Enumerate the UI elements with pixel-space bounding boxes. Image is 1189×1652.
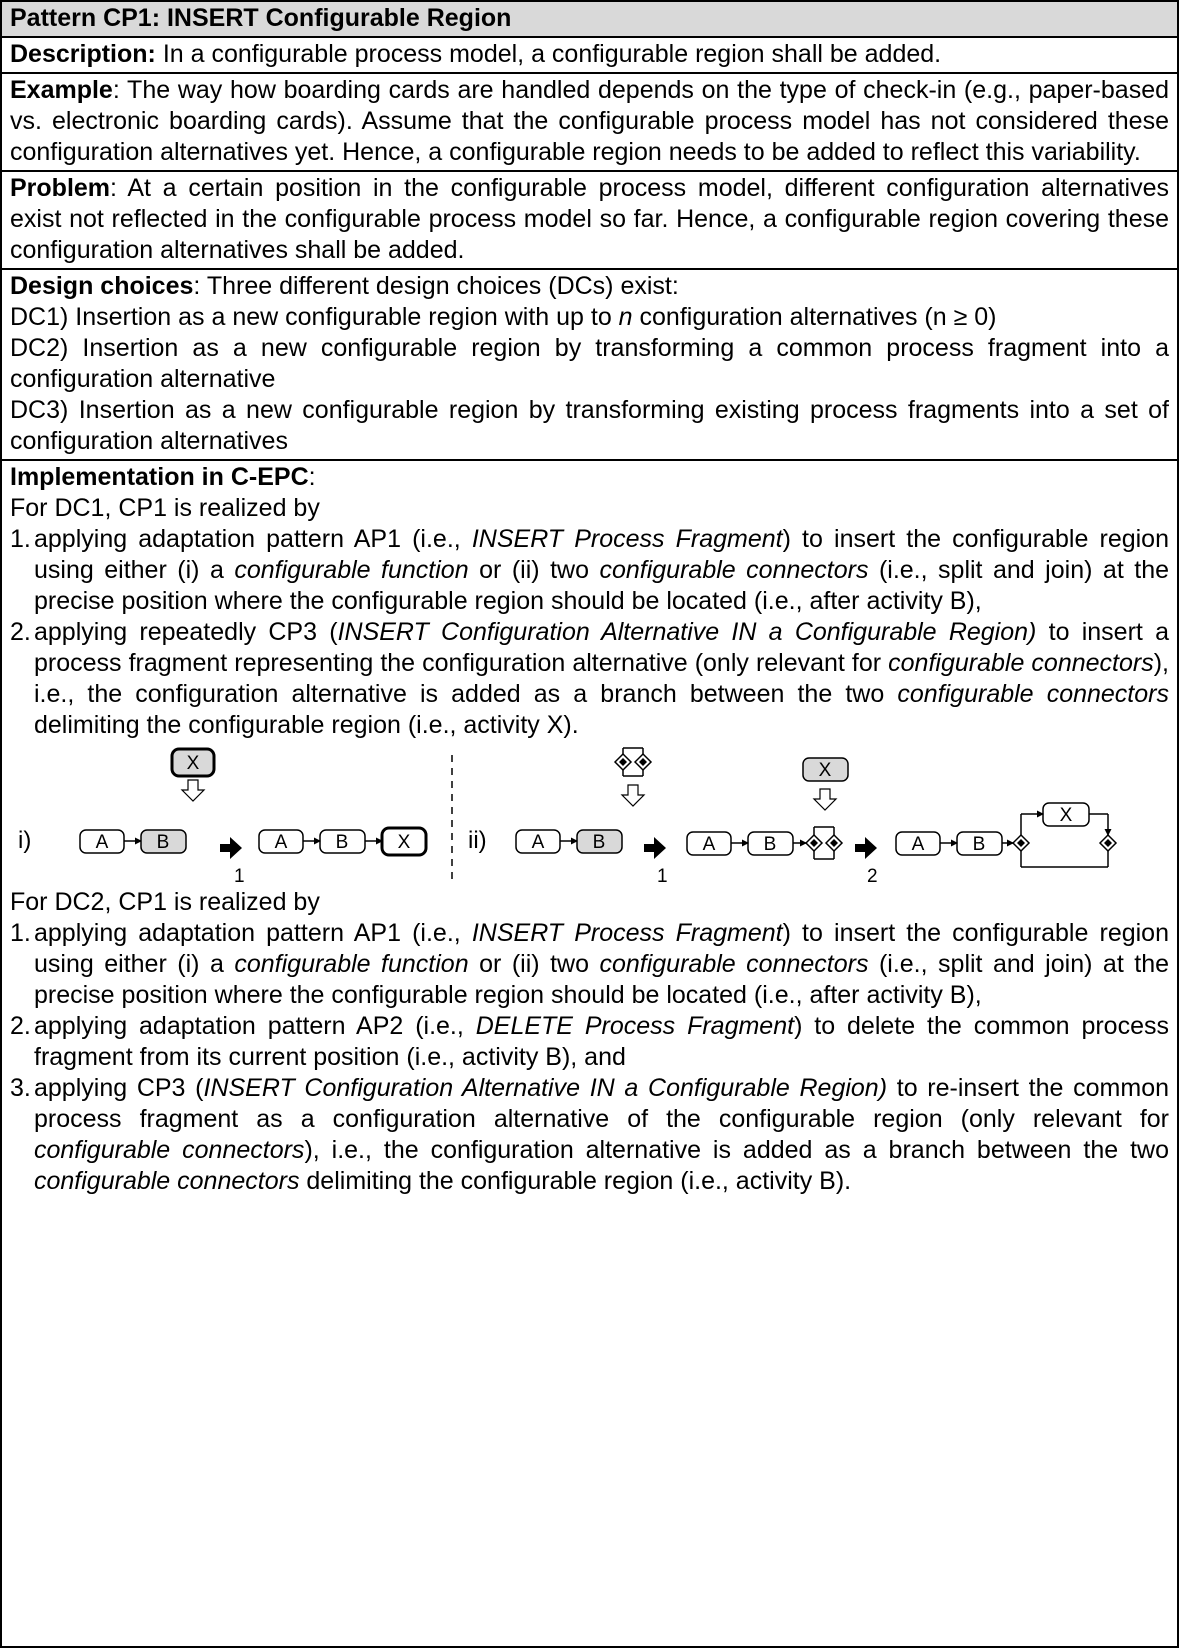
transform-arrow-icon bbox=[220, 837, 242, 859]
description-section bbox=[2, 36, 1177, 72]
svg-text:B: B bbox=[156, 832, 170, 853]
svg-text:X: X bbox=[818, 760, 832, 781]
step-1-label: 1 bbox=[234, 866, 245, 887]
implementation-section bbox=[2, 459, 1177, 1199]
implementation-heading: Implementation in C-EPC: bbox=[10, 463, 316, 491]
example-text: : The way how boarding cards are handled depends on the type of check-in (e.g., paper-based vs. electronic boarding cards). Assume that the configurable process model has not considered these configuration alternatives yet. Hence, a configurable region needs to be added to reflect this variability. bbox=[10, 76, 1169, 166]
insert-arrow-icon bbox=[814, 789, 836, 810]
svg-text:A: A bbox=[531, 832, 545, 853]
design-choices-intro: Design choices: Three different design choices (DCs) exist: bbox=[10, 272, 679, 300]
process-diagram bbox=[10, 745, 1170, 887]
svg-text:A: A bbox=[911, 834, 925, 855]
dc1-step-2: 2. applying repeatedly CP3 (INSERT Configuration Alternative IN a Configurable Region) to insert a process fragment representing the configuration alternative (only relevant for configurable connectors), i.e., the configuration alternative is added as a branch between the two configurable connectors delimiting the configurable region (i.e., activity X). bbox=[10, 618, 1169, 739]
svg-text:B: B bbox=[335, 832, 349, 853]
problem-section bbox=[2, 170, 1177, 268]
pattern-title: Pattern CP1: INSERT Configurable Region bbox=[2, 2, 1177, 36]
dc2-intro: For DC2, CP1 is realized by bbox=[10, 888, 320, 916]
dc2-step-1: 1. applying adaptation pattern AP1 (i.e., INSERT Process Fragment) to insert the configurable region using either (i) a configurable function or (ii) two configurable connectors (i.e., split and join) at the precise position where the configurable region should be located (i.e., after activity B), bbox=[10, 919, 1169, 1009]
dc1-intro: For DC1, CP1 is realized by bbox=[10, 494, 320, 522]
transform-arrow-icon bbox=[855, 837, 877, 859]
label-i: i) bbox=[18, 827, 32, 854]
problem-text: : At a certain position in the configurable process model, different configuration alternatives exist not reflected in the configurable process model so far. Hence, a configurable region covering these configuration alternatives shall be added. bbox=[10, 174, 1169, 264]
design-choice-dc3: DC3) Insertion as a new configurable region by transforming existing process fragments into a set of configuration alternatives bbox=[10, 396, 1169, 455]
description-text: In a configurable process model, a configurable region shall be added. bbox=[162, 40, 942, 68]
svg-text:B: B bbox=[972, 834, 986, 855]
implementation-label: Implementation in C-EPC bbox=[10, 463, 309, 491]
label-ii: ii) bbox=[468, 827, 487, 854]
design-choices-section bbox=[2, 268, 1177, 459]
example-section bbox=[2, 72, 1177, 170]
design-choice-dc2: DC2) Insertion as a new configurable region by transforming a common process fragment into a configuration alternative bbox=[10, 334, 1169, 393]
svg-text:X: X bbox=[397, 832, 411, 853]
svg-text:X: X bbox=[1059, 805, 1073, 826]
transform-arrow-icon bbox=[644, 837, 666, 859]
svg-text:A: A bbox=[274, 832, 288, 853]
svg-text:A: A bbox=[95, 832, 109, 853]
step-2-label: 2 bbox=[867, 866, 878, 887]
svg-text:B: B bbox=[763, 834, 777, 855]
insert-arrow-icon bbox=[182, 780, 204, 801]
example-label: Example bbox=[10, 76, 113, 104]
dc2-step-2: 2. applying adaptation pattern AP2 (i.e., DELETE Process Fragment) to delete the common process fragment from its current position (i.e., activity B), and bbox=[10, 1012, 1169, 1071]
insert-arrow-icon bbox=[622, 785, 644, 806]
description-label: Description: bbox=[10, 40, 156, 68]
design-choice-dc1: DC1) Insertion as a new configurable region with up to n configuration alternatives (n ≥ 0) bbox=[10, 303, 997, 331]
svg-text:X: X bbox=[186, 753, 200, 774]
dc2-step-3: 3. applying CP3 (INSERT Configuration Alternative IN a Configurable Region) to re-insert the common process fragment as a configuration alternative of the configurable region (only relevant for configurable connectors), i.e., the configuration alternative is added as a branch between the two configurable connectors delimiting the configurable region (i.e., activity B). bbox=[10, 1074, 1170, 1195]
dc1-step-1: 1. applying adaptation pattern AP1 (i.e., INSERT Process Fragment) to insert the configurable region using either (i) a configurable function or (ii) two configurable connectors (i.e., split and join) at the precise position where the configurable region should be located (i.e., after activity B), bbox=[10, 525, 1169, 615]
design-choices-label: Design choices bbox=[10, 272, 194, 300]
svg-text:B: B bbox=[592, 832, 606, 853]
svg-text:A: A bbox=[702, 834, 716, 855]
process-figure bbox=[10, 745, 1169, 887]
step-1-label: 1 bbox=[657, 866, 668, 887]
problem-label: Problem bbox=[10, 174, 111, 202]
